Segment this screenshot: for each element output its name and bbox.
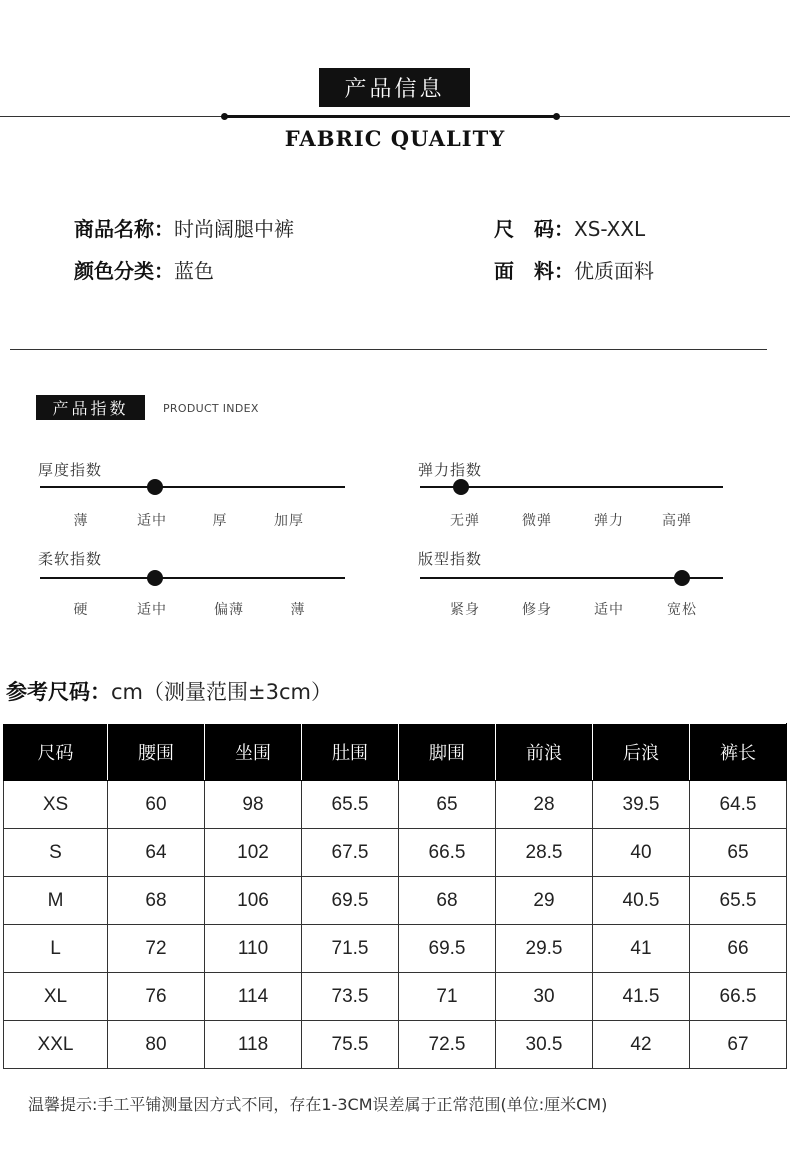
table-cell: 66.5 — [399, 829, 496, 877]
table-cell: 29.5 — [496, 925, 593, 973]
column-header: 腰围 — [108, 724, 205, 781]
table-cell: 76 — [108, 973, 205, 1021]
slider-title-fit: 版型指数 — [418, 550, 483, 568]
table-cell: 118 — [205, 1021, 302, 1069]
slider-knob-fit — [674, 570, 690, 586]
header-divider-accent — [224, 115, 558, 118]
slider-option-fit: 修身 — [522, 602, 552, 618]
product-size-label: 尺 码： — [494, 217, 574, 241]
table-cell: 114 — [205, 973, 302, 1021]
slider-option-elasticity: 无弹 — [450, 513, 480, 529]
table-cell: 75.5 — [302, 1021, 399, 1069]
table-cell: M — [4, 877, 108, 925]
table-cell: 65 — [399, 781, 496, 829]
slider-option-elasticity: 微弹 — [522, 513, 552, 529]
slider-option-elasticity: 高弹 — [662, 513, 692, 529]
table-cell: 28 — [496, 781, 593, 829]
table-cell: S — [4, 829, 108, 877]
divider-dot-right — [553, 113, 560, 120]
section-title-product-info: 产品信息 — [319, 68, 470, 107]
measurement-tip: 温馨提示:手工平铺测量因方式不同，存在1-3CM误差属于正常范围(单位:厘米CM) — [28, 1095, 608, 1114]
slider-option-elasticity: 弹力 — [594, 513, 624, 529]
slider-option-thickness: 适中 — [137, 513, 167, 529]
table-cell: 41 — [593, 925, 690, 973]
product-color-label: 颜色分类： — [74, 259, 174, 283]
table-cell: L — [4, 925, 108, 973]
column-header: 脚围 — [399, 724, 496, 781]
slider-option-thickness: 厚 — [212, 513, 228, 529]
product-fabric-value: 优质面料 — [574, 259, 654, 283]
table-cell: 28.5 — [496, 829, 593, 877]
product-index-title: 产品指数 — [36, 395, 145, 420]
slider-option-softness: 适中 — [137, 602, 167, 618]
table-row — [4, 1021, 787, 1069]
table-cell: 67.5 — [302, 829, 399, 877]
size-table — [3, 723, 787, 1069]
table-row — [4, 877, 787, 925]
table-cell: 40 — [593, 829, 690, 877]
table-cell: 30.5 — [496, 1021, 593, 1069]
slider-track-softness — [40, 577, 345, 579]
table-cell: 72 — [108, 925, 205, 973]
table-cell: 68 — [108, 877, 205, 925]
table-cell: XS — [4, 781, 108, 829]
table-cell: 67 — [690, 1021, 787, 1069]
table-cell: 60 — [108, 781, 205, 829]
table-cell: 66 — [690, 925, 787, 973]
table-cell: 71.5 — [302, 925, 399, 973]
product-name-value: 时尚阔腿中裤 — [174, 217, 294, 241]
table-cell: XXL — [4, 1021, 108, 1069]
product-fabric-row — [494, 255, 654, 284]
slider-option-fit: 宽松 — [667, 602, 697, 618]
table-row — [4, 829, 787, 877]
table-cell: 69.5 — [302, 877, 399, 925]
slider-title-softness: 柔软指数 — [38, 550, 103, 568]
size-table-header — [4, 724, 787, 781]
table-cell: 65.5 — [302, 781, 399, 829]
column-header: 坐围 — [205, 724, 302, 781]
table-cell: 30 — [496, 973, 593, 1021]
table-cell: 71 — [399, 973, 496, 1021]
table-cell: 64 — [108, 829, 205, 877]
table-cell: 65 — [690, 829, 787, 877]
slider-knob-softness — [147, 570, 163, 586]
table-row — [4, 973, 787, 1021]
product-color-value: 蓝色 — [174, 259, 214, 283]
table-row — [4, 925, 787, 973]
table-cell: 42 — [593, 1021, 690, 1069]
column-header: 肚围 — [302, 724, 399, 781]
product-size-value: XS-XXL — [574, 217, 646, 241]
table-cell: 72.5 — [399, 1021, 496, 1069]
product-index-subtitle: PRODUCT INDEX — [163, 402, 259, 415]
product-name-label: 商品名称： — [74, 217, 174, 241]
table-cell: 102 — [205, 829, 302, 877]
table-cell: 39.5 — [593, 781, 690, 829]
slider-option-fit: 紧身 — [450, 602, 480, 618]
table-cell: 65.5 — [690, 877, 787, 925]
table-cell: 73.5 — [302, 973, 399, 1021]
slider-option-thickness: 加厚 — [274, 513, 304, 529]
slider-title-elasticity: 弹力指数 — [418, 461, 483, 479]
table-cell: XL — [4, 973, 108, 1021]
product-size-row — [494, 213, 645, 242]
table-row — [4, 781, 787, 829]
product-name-row — [74, 213, 294, 242]
slider-option-softness: 薄 — [290, 602, 306, 618]
slider-option-softness: 偏薄 — [214, 602, 244, 618]
slider-knob-thickness — [147, 479, 163, 495]
column-header: 尺码 — [4, 724, 108, 781]
section-divider — [10, 349, 767, 350]
slider-track-thickness — [40, 486, 345, 488]
table-cell: 29 — [496, 877, 593, 925]
table-cell: 68 — [399, 877, 496, 925]
slider-option-fit: 适中 — [594, 602, 624, 618]
slider-knob-elasticity — [453, 479, 469, 495]
size-reference-label: 参考尺码： — [6, 680, 111, 704]
column-header: 后浪 — [593, 724, 690, 781]
table-cell: 66.5 — [690, 973, 787, 1021]
slider-option-softness: 硬 — [73, 602, 89, 618]
table-cell: 106 — [205, 877, 302, 925]
table-cell: 80 — [108, 1021, 205, 1069]
slider-option-thickness: 薄 — [73, 513, 89, 529]
table-cell: 40.5 — [593, 877, 690, 925]
slider-title-thickness: 厚度指数 — [38, 461, 103, 479]
product-fabric-label: 面 料： — [494, 259, 574, 283]
size-reference-title — [6, 676, 332, 706]
table-cell: 110 — [205, 925, 302, 973]
table-cell: 98 — [205, 781, 302, 829]
size-reference-unit-note: cm（测量范围±3cm） — [111, 680, 332, 704]
table-cell: 64.5 — [690, 781, 787, 829]
divider-dot-left — [221, 113, 228, 120]
section-subtitle-fabric-quality: FABRIC QUALITY — [284, 126, 506, 151]
column-header: 裤长 — [690, 724, 787, 781]
product-color-row — [74, 255, 214, 284]
column-header: 前浪 — [496, 724, 593, 781]
table-cell: 69.5 — [399, 925, 496, 973]
table-cell: 41.5 — [593, 973, 690, 1021]
